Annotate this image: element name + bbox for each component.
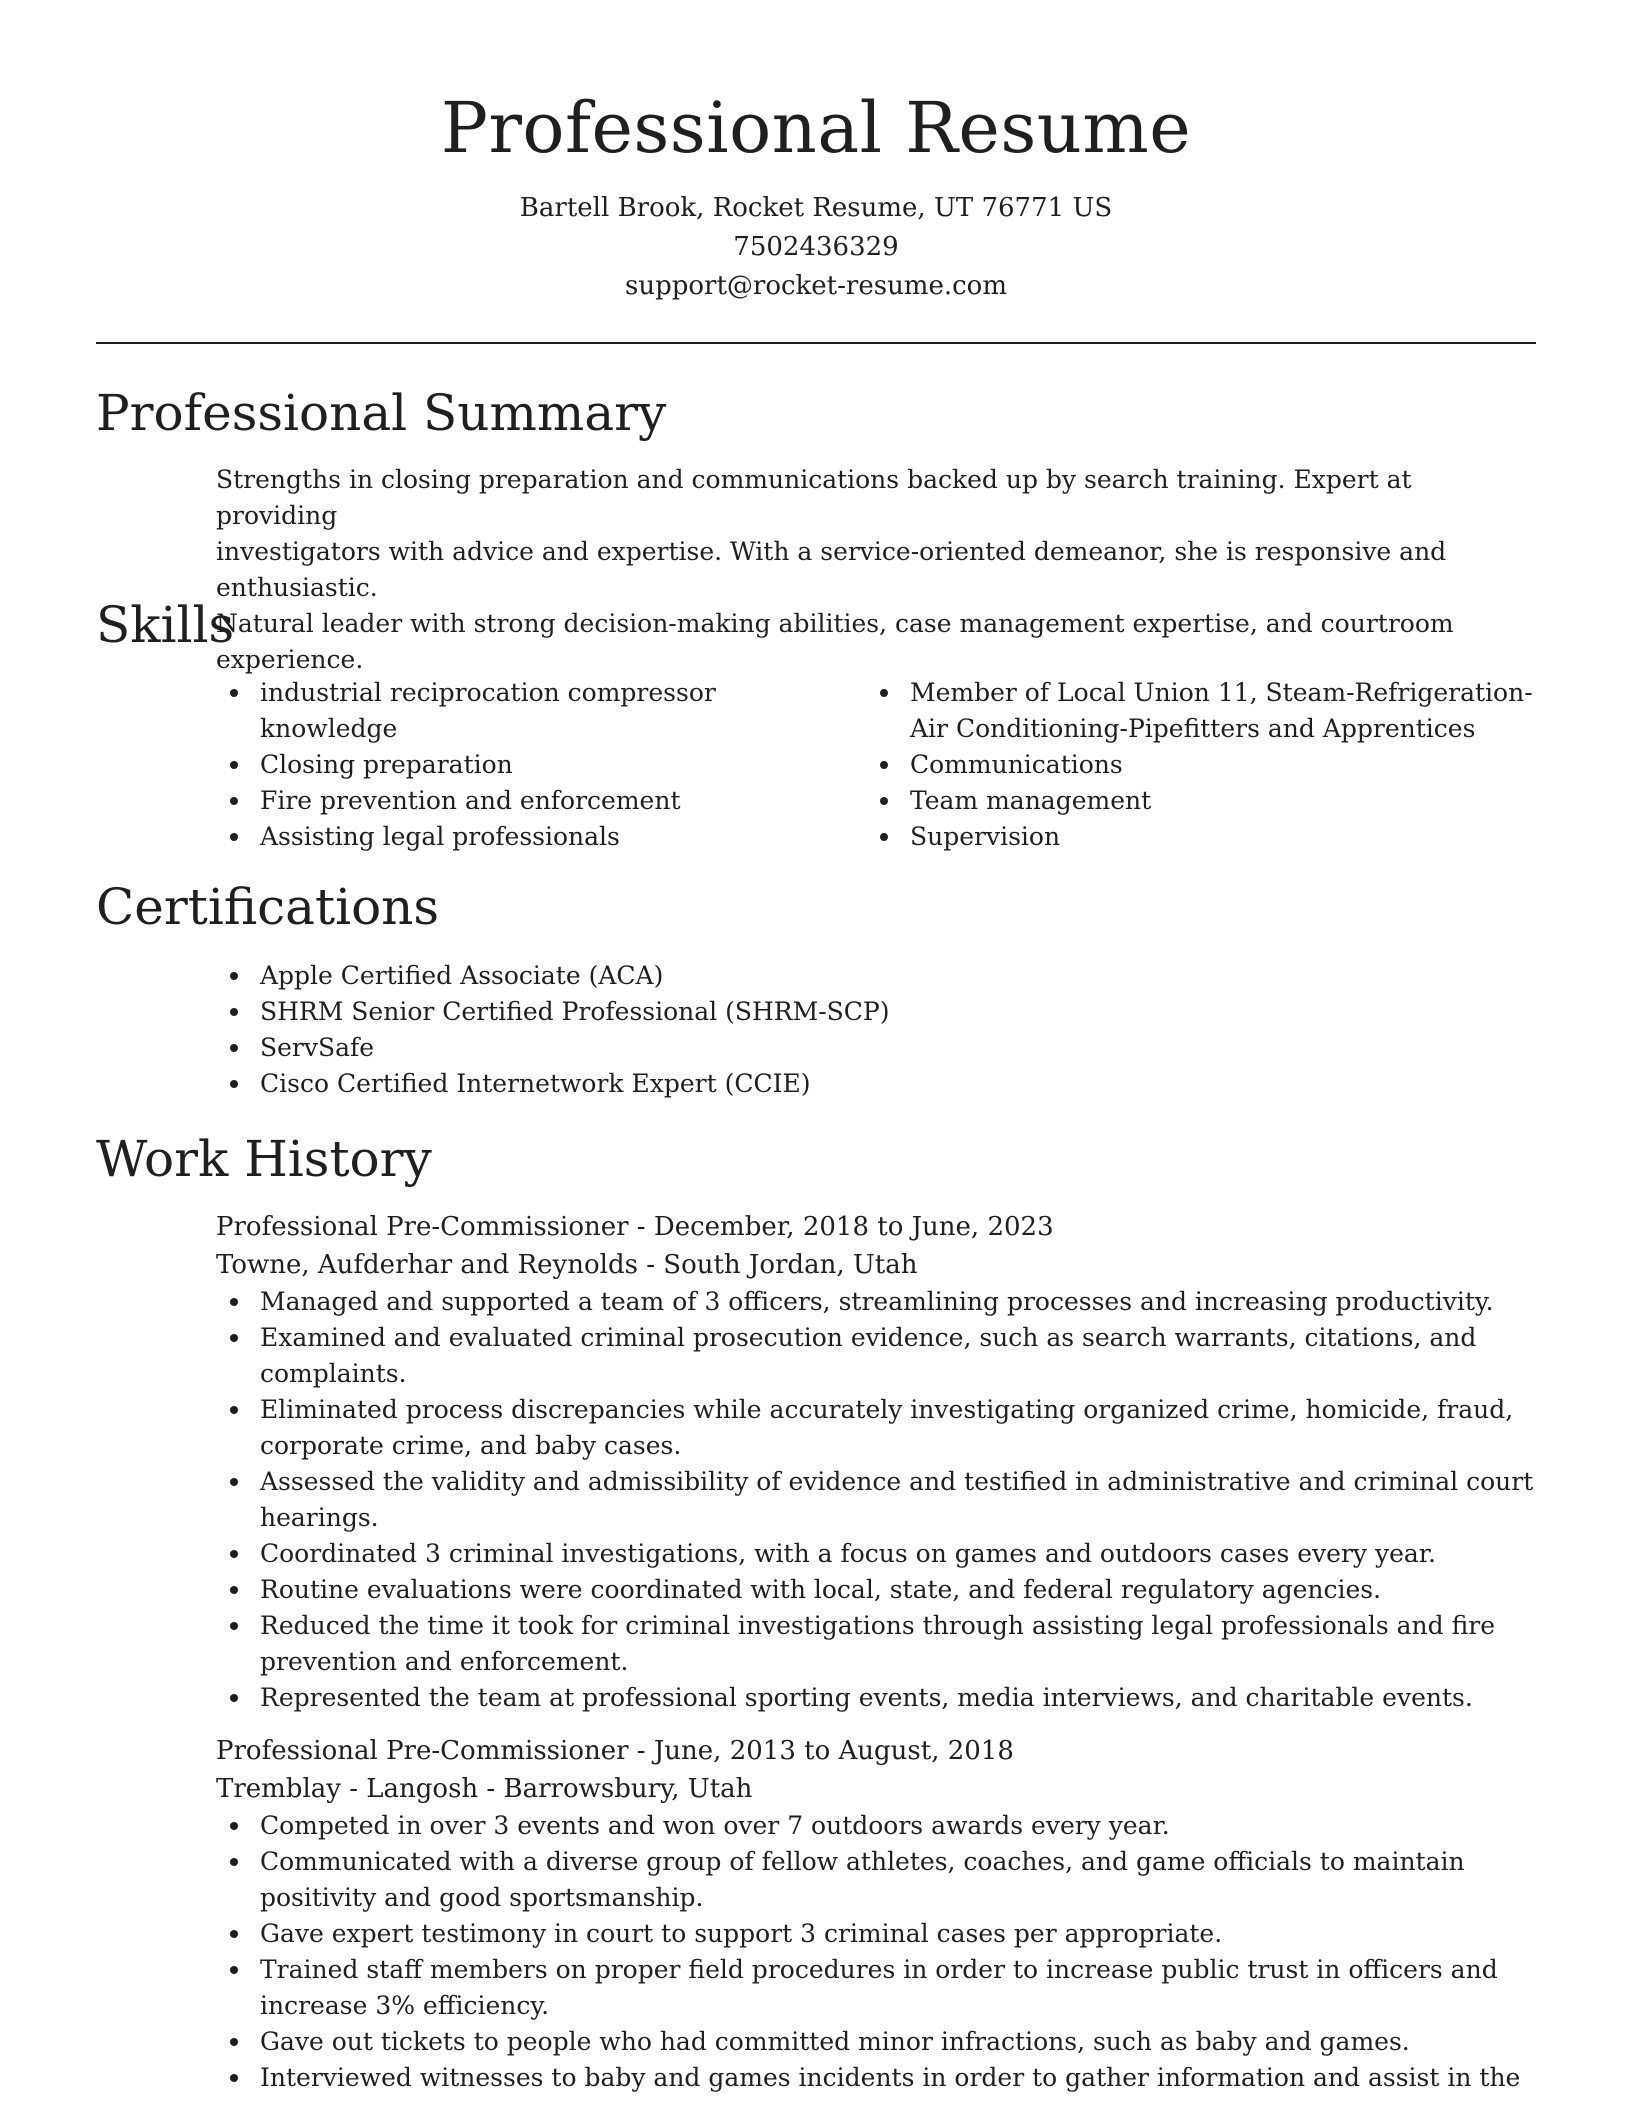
summary-line: investigators with advice and expertise. With a service-oriented demeanor, she is responsive and enthusiastic. <box>216 537 1447 602</box>
job-bullet: Reduced the time it took for criminal investigations through assisting legal professionals and fire prevention and enforcement. <box>216 1608 1536 1680</box>
job-bullet: Eliminated process discrepancies while accurately investigating organized crime, homicide, fraud, corporate crime, and baby cases. <box>216 1392 1536 1464</box>
resume-header <box>96 80 1536 306</box>
contact-block <box>96 189 1536 306</box>
contact-email: support@rocket-resume.com <box>624 271 1007 301</box>
skill-item: industrial reciprocation compressor knowledge <box>216 675 836 747</box>
summary-text <box>216 462 1536 678</box>
job-company-location: Towne, Aufderhar and Reynolds - South Jordan, Utah <box>216 1250 918 1280</box>
job-entry <box>216 1208 1536 1716</box>
job-bullet: Gave out tickets to people who had committed minor infractions, such as baby and games. <box>216 2024 1536 2060</box>
job-bullet-list <box>216 1284 1536 1716</box>
skills-list-right <box>866 675 1536 855</box>
skills-heading: Skills <box>96 596 235 654</box>
job-role-dates: Professional Pre-Commissioner - June, 2013 to August, 2018 <box>216 1736 1014 1766</box>
contact-phone: 7502436329 <box>733 232 899 262</box>
job-role-dates: Professional Pre-Commissioner - December, 2018 to June, 2023 <box>216 1212 1054 1242</box>
job-entry <box>216 1732 1536 2096</box>
skills-list-left <box>216 675 836 855</box>
skill-item: Closing preparation <box>216 747 836 783</box>
skill-item: Fire prevention and enforcement <box>216 783 836 819</box>
certification-item: Cisco Certified Internetwork Expert (CCIE) <box>216 1066 1536 1102</box>
summary-heading: Professional Summary <box>96 384 667 442</box>
job-bullet: Gave expert testimony in court to support 3 criminal cases per appropriate. <box>216 1916 1536 1952</box>
resume-title: Professional Resume <box>440 87 1192 169</box>
skill-item: Supervision <box>866 819 1536 855</box>
certifications-heading: Certifications <box>96 878 440 936</box>
contact-address: Bartell Brook, Rocket Resume, UT 76771 US <box>519 193 1113 223</box>
job-bullet: Routine evaluations were coordinated with local, state, and federal regulatory agencies. <box>216 1572 1536 1608</box>
certifications-list <box>216 958 1536 1102</box>
job-bullet: Examined and evaluated criminal prosecution evidence, such as search warrants, citations, and complaints. <box>216 1320 1536 1392</box>
job-company-location: Tremblay - Langosh - Barrowsbury, Utah <box>216 1774 753 1804</box>
summary-line: Natural leader with strong decision-making abilities, case management expertise, and courtroom experience. <box>216 609 1454 674</box>
job-bullet: Coordinated 3 criminal investigations, with a focus on games and outdoors cases every year. <box>216 1536 1536 1572</box>
job-bullet: Trained staff members on proper field procedures in order to increase public trust in officers and increase 3% efficiency. <box>216 1952 1536 2024</box>
job-bullet-list <box>216 1808 1536 2096</box>
job-bullet: Managed and supported a team of 3 officers, streamlining processes and increasing productivity. <box>216 1284 1536 1320</box>
summary-line: Strengths in closing preparation and communications backed up by search training. Expert at providing <box>216 465 1412 530</box>
skill-item: Communications <box>866 747 1536 783</box>
skill-item: Assisting legal professionals <box>216 819 836 855</box>
header-divider <box>96 342 1536 344</box>
certification-item: SHRM Senior Certified Professional (SHRM-SCP) <box>216 994 1536 1030</box>
job-bullet: Assessed the validity and admissibility of evidence and testified in administrative and criminal court hearings. <box>216 1464 1536 1536</box>
skill-item: Team management <box>866 783 1536 819</box>
job-bullet: Communicated with a diverse group of fellow athletes, coaches, and game officials to maintain positivity and good sportsmanship. <box>216 1844 1536 1916</box>
work-history-heading: Work History <box>96 1130 432 1188</box>
job-bullet: Interviewed witnesses to baby and games incidents in order to gather information and assist in the <box>216 2060 1536 2096</box>
job-bullet: Represented the team at professional sporting events, media interviews, and charitable events. <box>216 1680 1536 1716</box>
job-bullet: Competed in over 3 events and won over 7 outdoors awards every year. <box>216 1808 1536 1844</box>
certification-item: Apple Certified Associate (ACA) <box>216 958 1536 994</box>
skill-item: Member of Local Union 11, Steam-Refrigeration-Air Conditioning-Pipefitters and Apprentices <box>866 675 1536 747</box>
certification-item: ServSafe <box>216 1030 1536 1066</box>
